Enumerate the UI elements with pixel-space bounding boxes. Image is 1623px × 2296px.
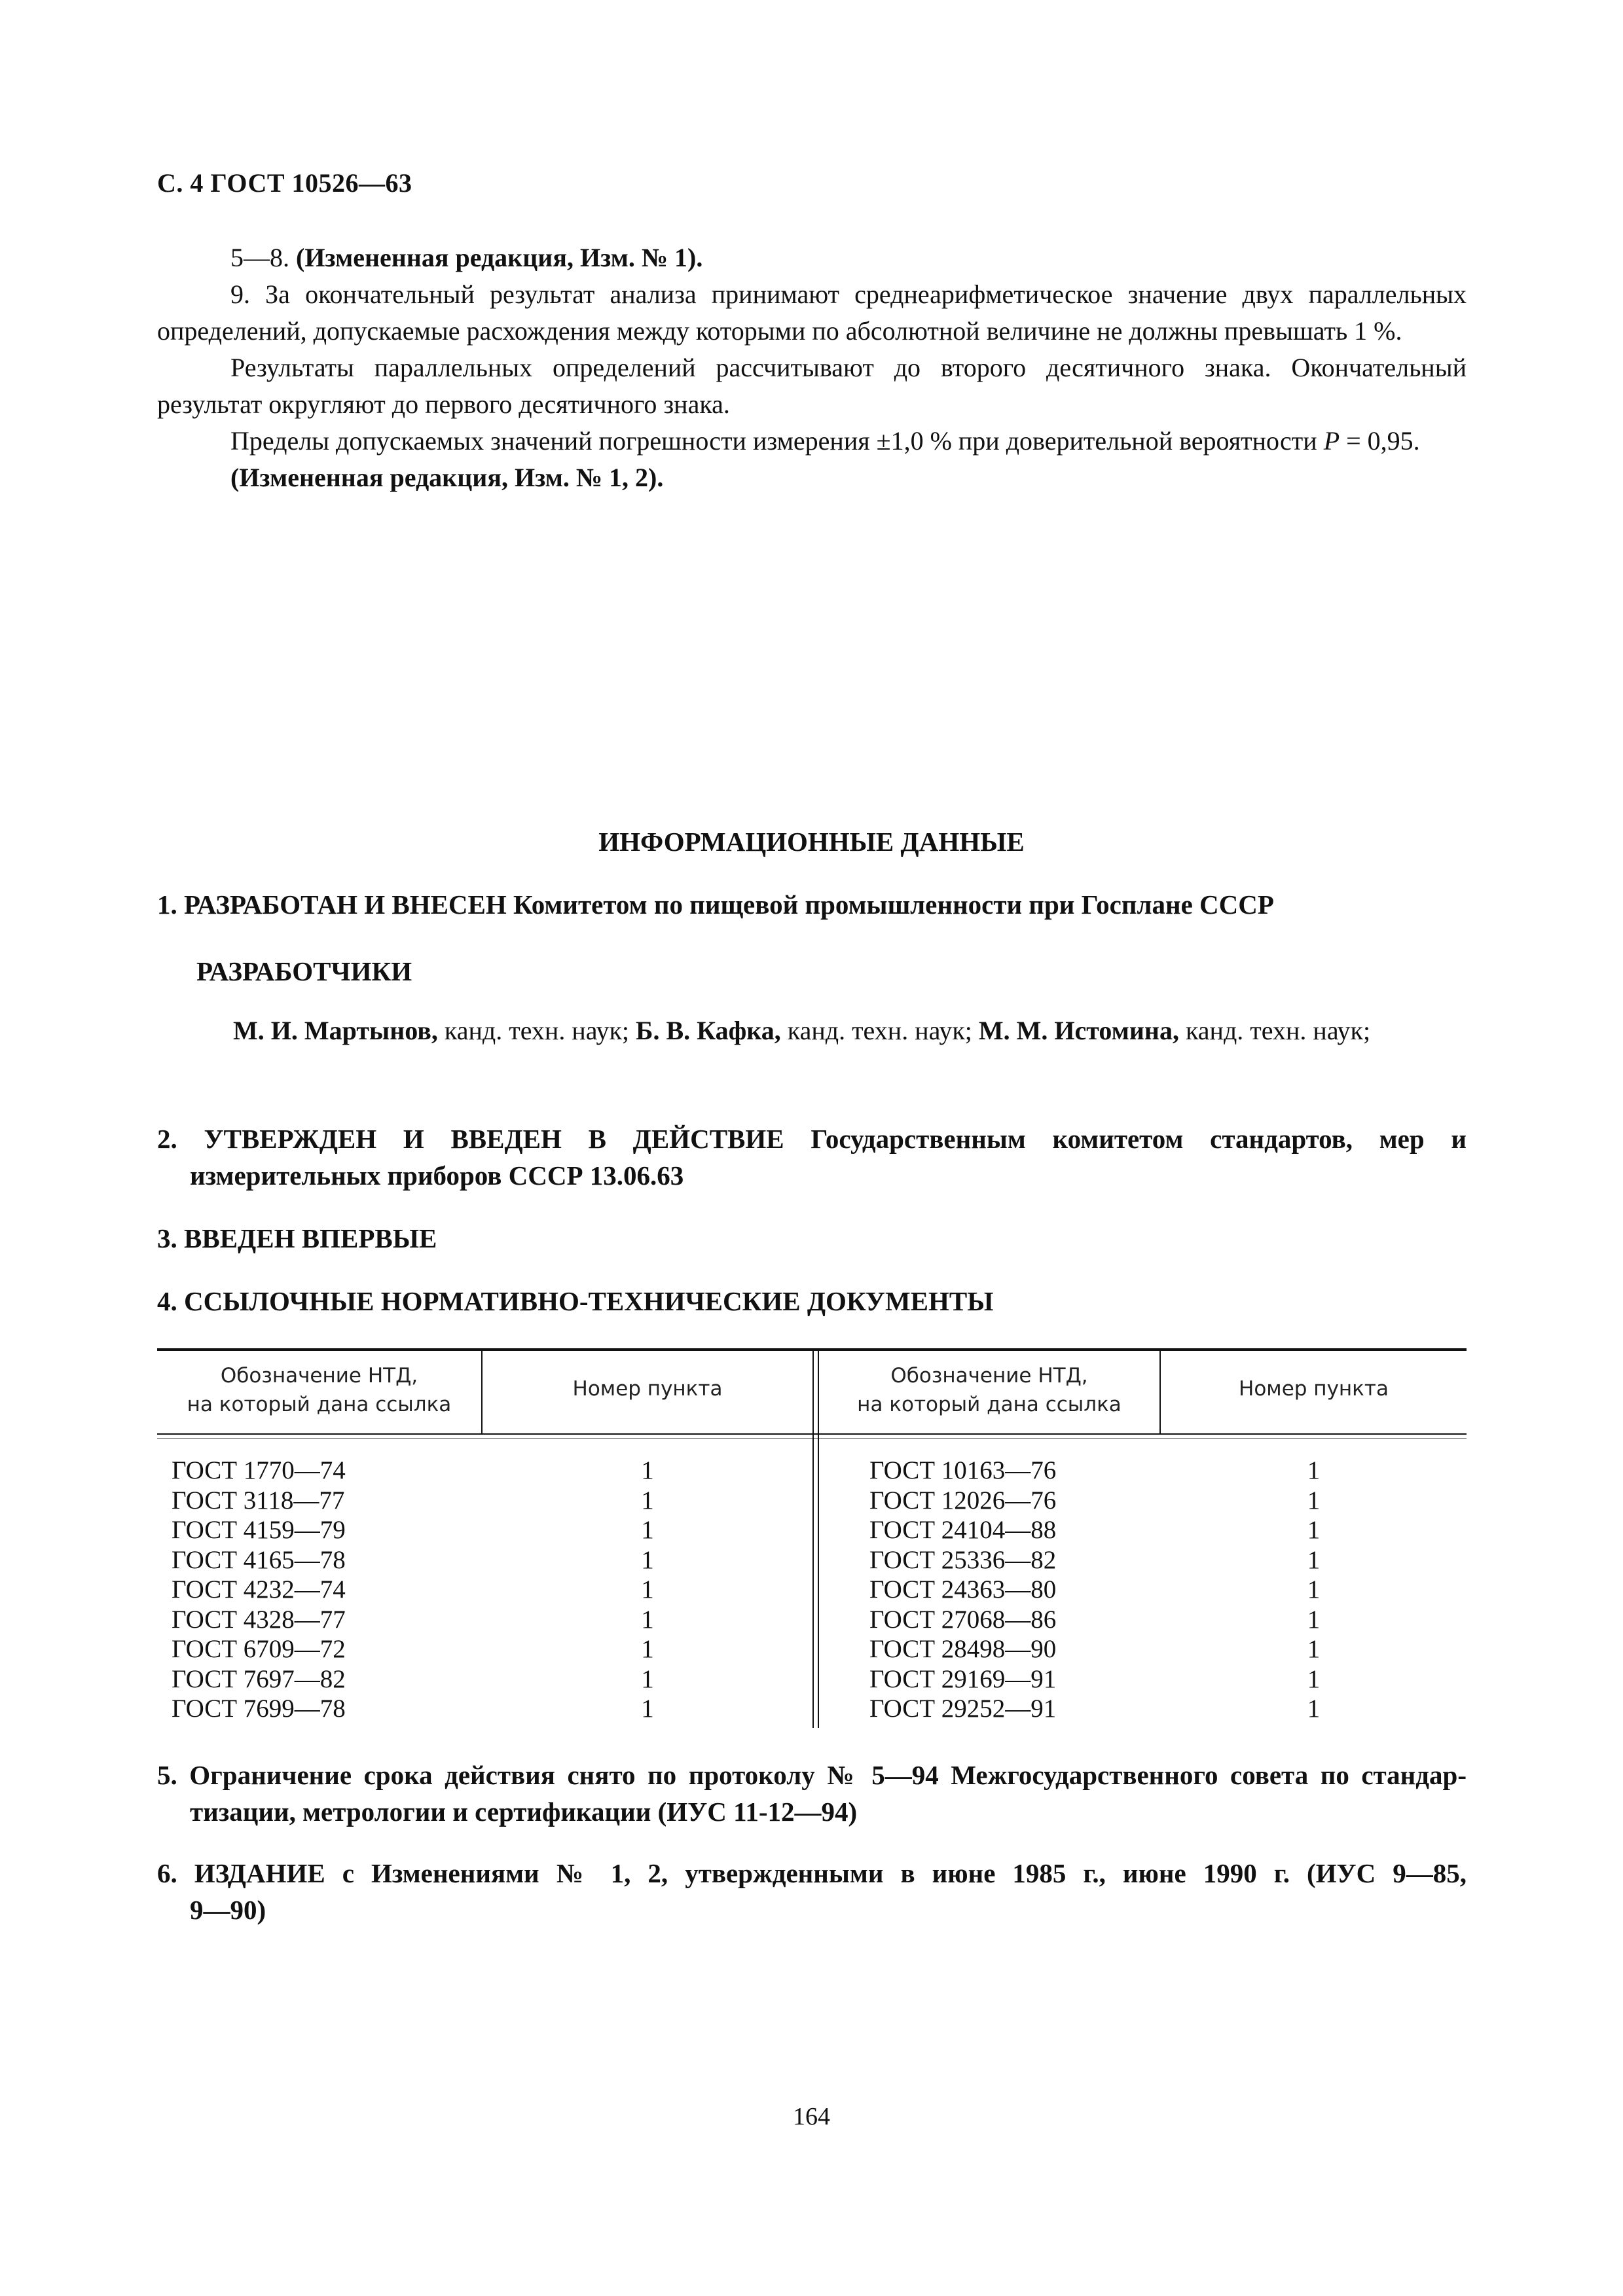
table-cell: 1 [1307, 1516, 1321, 1544]
table-cell: ГОСТ 7697—82 [172, 1664, 346, 1693]
table-cell: ГОСТ 24104—88 [869, 1516, 1057, 1544]
table-cell: 1 [1307, 1695, 1321, 1723]
info-item-4: 4. ССЫЛОЧНЫЕ НОРМАТИВНО-ТЕХНИЧЕСКИЕ ДОКУМЕНТЫ [157, 1286, 994, 1316]
amendment-note: (Измененная редакция, Изм. № 1). [296, 243, 703, 272]
info-item-5-line2: тизации, метрологии и сертификации (ИУС 11-12—94) [190, 1797, 858, 1827]
table-header-rule-thin [157, 1438, 1467, 1439]
table-cell: ГОСТ 4328—77 [172, 1605, 346, 1634]
info-item-3: 3. ВВЕДЕН ВПЕРВЫЕ [157, 1223, 437, 1253]
info-item-5 [157, 1757, 1467, 1830]
table-cell: ГОСТ 25336—82 [869, 1545, 1057, 1574]
paragraph-error-limits [157, 423, 1467, 459]
table-cell: 1 [1307, 1486, 1321, 1515]
table-cell: ГОСТ 10163—76 [869, 1456, 1057, 1484]
table-cell: 1 [641, 1486, 654, 1515]
table-cell: 1 [641, 1695, 654, 1723]
error-limits-text: Пределы допускаемых значений погрешности измерения ±1,0 % при доверительной вероятности [230, 426, 1324, 456]
table-cell: ГОСТ 7699—78 [172, 1695, 346, 1723]
info-item-2 [157, 1121, 1467, 1194]
table-cell: ГОСТ 29252—91 [869, 1695, 1057, 1723]
table-cell: ГОСТ 6709—72 [172, 1635, 346, 1663]
table-cell: ГОСТ 4165—78 [172, 1545, 346, 1574]
info-item-5-line1: 5. Ограничение срока действия снято по протоколу № 5—94 Межгосударственного совета по стандар- [157, 1760, 1467, 1790]
table-cell: 1 [1307, 1545, 1321, 1574]
info-item-1: 1. РАЗРАБОТАН И ВНЕСЕН Комитетом по пищевой промышленности при Госплане СССР [157, 889, 1274, 920]
table-cell: 1 [641, 1635, 654, 1663]
table-cell: ГОСТ 27068—86 [869, 1605, 1057, 1634]
developer-degree: канд. техн. наук; [780, 1016, 979, 1045]
probability-value: = 0,95. [1340, 426, 1420, 456]
table-cell: 1 [641, 1456, 654, 1484]
developer-name: М. М. Истомина, [978, 1016, 1179, 1045]
table-cell: ГОСТ 12026—76 [869, 1486, 1057, 1515]
info-item-6-line1: 6. ИЗДАНИЕ с Изменениями № 1, 2, утвержденными в июне 1985 г., июне 1990 г. (ИУС 9—85, [157, 1858, 1467, 1888]
table-cell: 1 [641, 1516, 654, 1544]
table-cell: 1 [1307, 1635, 1321, 1663]
info-item-2-line2: измерительных приборов СССР 13.06.63 [190, 1160, 684, 1191]
column-header-ntd-right [819, 1361, 1159, 1419]
info-item-2-line1: 2. УТВЕРЖДЕН И ВВЕДЕН В ДЕЙСТВИЕ Государственным комитетом стандартов, мер и [157, 1124, 1467, 1154]
table-cell: 1 [1307, 1664, 1321, 1693]
developers-heading: РАЗРАБОТЧИКИ [196, 956, 412, 986]
info-item-6 [157, 1855, 1467, 1928]
right-points-column [1161, 1456, 1467, 1724]
page-number: 164 [793, 2103, 830, 2130]
table-cell: ГОСТ 4232—74 [172, 1575, 346, 1604]
table-cell: ГОСТ 29169—91 [869, 1664, 1057, 1693]
table-cell: ГОСТ 1770—74 [172, 1456, 346, 1484]
table-cell: ГОСТ 3118—77 [172, 1486, 345, 1515]
info-title: ИНФОРМАЦИОННЫЕ ДАННЫЕ [598, 827, 1025, 857]
developer-name: Б. В. Кафка, [636, 1016, 781, 1045]
table-cell: ГОСТ 24363—80 [869, 1575, 1057, 1604]
table-cell: 1 [1307, 1456, 1321, 1484]
table-cell: 1 [1307, 1605, 1321, 1634]
header-line: на который дана ссылка [857, 1393, 1122, 1416]
table-cell: ГОСТ 4159—79 [172, 1516, 346, 1544]
column-header-point-right: Номер пункта [1239, 1377, 1389, 1401]
item-number: 5—8. [230, 243, 296, 272]
probability-variable: P [1323, 426, 1340, 456]
header-line: Обозначение НТД, [890, 1364, 1088, 1388]
paragraph-rounding: Результаты параллельных определений рассчитывают до второго десятичного знака. Окончательный результат округляют до первого десятичного знака. [157, 353, 1467, 419]
table-header-rule [157, 1433, 1467, 1435]
left-points-column [483, 1456, 812, 1724]
header-line: на который дана ссылка [187, 1393, 452, 1416]
page-header: С. 4 ГОСТ 10526—63 [157, 168, 412, 198]
header-line: Обозначение НТД, [220, 1364, 418, 1388]
left-docs-column [172, 1456, 479, 1724]
reference-table [157, 1348, 1467, 1728]
table-top-rule [157, 1348, 1467, 1351]
section-text [157, 240, 1467, 496]
table-cell: 1 [641, 1664, 654, 1693]
paragraph-9: 9. За окончательный результат анализа принимают среднеарифметическое значение двух параллельных определений, допускаемые расхождения между которыми по абсолютной величине не должны превышать 1 %. [157, 279, 1467, 346]
table-cell: 1 [641, 1605, 654, 1634]
developer-degree: канд. техн. наук; [1178, 1016, 1371, 1045]
amendment-note-2: (Измененная редакция, Изм. № 1, 2). [230, 463, 664, 492]
table-cell: ГОСТ 28498—90 [869, 1635, 1057, 1663]
table-cell: 1 [641, 1575, 654, 1604]
table-cell: 1 [1307, 1575, 1321, 1604]
info-item-6-line2: 9—90) [190, 1895, 266, 1925]
right-docs-column [869, 1456, 1158, 1724]
table-cell: 1 [641, 1545, 654, 1574]
column-header-point-left: Номер пункта [572, 1377, 723, 1401]
table-divider-double [812, 1351, 814, 1728]
paragraph-5-8 [157, 240, 1467, 276]
developers-list [233, 1013, 1467, 1049]
column-header-ntd-left [157, 1361, 481, 1419]
developer-degree: канд. техн. наук; [437, 1016, 636, 1045]
developer-name: М. И. Мартынов, [233, 1016, 438, 1045]
